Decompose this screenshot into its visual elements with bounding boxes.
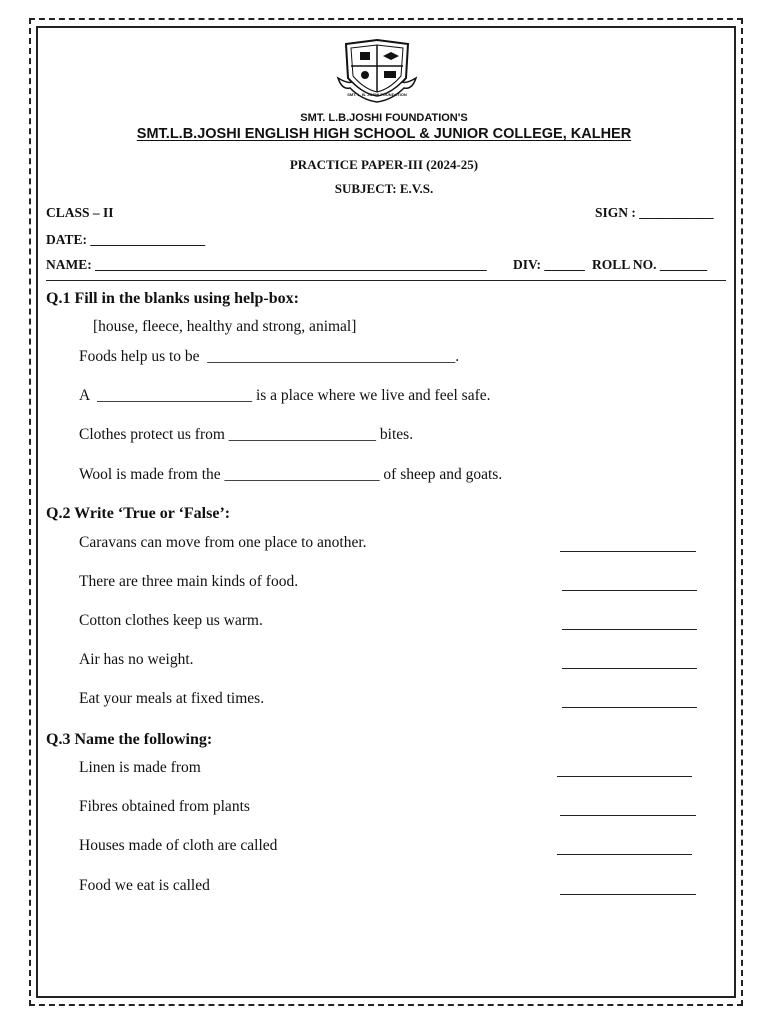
q3-item-3: Houses made of cloth are called bbox=[79, 837, 278, 854]
roll-no-field: ROLL NO. _______ bbox=[592, 257, 708, 272]
header-divider bbox=[46, 280, 726, 281]
q3-answer-blank-2[interactable] bbox=[560, 815, 696, 816]
q3-item-1: Linen is made from bbox=[79, 759, 201, 776]
q2-item-2: There are three main kinds of food. bbox=[79, 573, 299, 590]
div-field: DIV: ______ bbox=[513, 257, 585, 272]
svg-text:SMT. L. B. JOSHI FOUNDATION: SMT. L. B. JOSHI FOUNDATION bbox=[347, 92, 407, 97]
q1-item-1: Foods help us to be ________________________________. bbox=[79, 348, 460, 365]
q2-item-5: Eat your meals at fixed times. bbox=[79, 690, 265, 707]
sign-field: SIGN : ___________ bbox=[595, 205, 714, 220]
school-name: SMT.L.B.JOSHI ENGLISH HIGH SCHOOL & JUNIOR COLLEGE, KALHER bbox=[136, 126, 632, 142]
name-field: NAME: __________________________________________________________ bbox=[46, 257, 487, 272]
q2-answer-blank-3[interactable] bbox=[562, 629, 697, 630]
q2-title: Q.2 Write ‘True or ‘False’: bbox=[46, 505, 231, 522]
q2-answer-blank-4[interactable] bbox=[562, 668, 697, 669]
q1-item-3: Clothes protect us from ___________________ bites. bbox=[79, 426, 414, 443]
q2-answer-blank-2[interactable] bbox=[562, 590, 697, 591]
q1-title: Q.1 Fill in the blanks using help-box: bbox=[46, 290, 299, 307]
q2-item-1: Caravans can move from one place to another. bbox=[79, 534, 367, 551]
q3-title: Q.3 Name the following: bbox=[46, 731, 213, 748]
q2-item-4: Air has no weight. bbox=[79, 651, 194, 668]
q2-answer-blank-5[interactable] bbox=[562, 707, 697, 708]
q3-answer-blank-1[interactable] bbox=[557, 776, 692, 777]
class-label: CLASS – II bbox=[46, 205, 114, 220]
q3-item-2: Fibres obtained from plants bbox=[79, 798, 250, 815]
school-crest-logo bbox=[336, 38, 418, 104]
q1-item-4: Wool is made from the ____________________ of sheep and goats. bbox=[79, 466, 503, 483]
q3-answer-blank-4[interactable] bbox=[560, 894, 696, 895]
q1-item-2: A ____________________ is a place where we live and feel safe. bbox=[79, 387, 491, 404]
subject-title: SUBJECT: E.V.S. bbox=[334, 181, 434, 196]
q3-answer-blank-3[interactable] bbox=[557, 854, 692, 855]
q2-item-3: Cotton clothes keep us warm. bbox=[79, 612, 263, 629]
paper-title: PRACTICE PAPER-III (2024-25) bbox=[289, 157, 479, 172]
q1-helpbox: [house, fleece, healthy and strong, animal] bbox=[93, 318, 357, 335]
q3-item-4: Food we eat is called bbox=[79, 877, 210, 894]
foundation-name: SMT. L.B.JOSHI FOUNDATION'S bbox=[300, 112, 468, 124]
date-field: DATE: _________________ bbox=[46, 232, 206, 247]
q2-answer-blank-1[interactable] bbox=[560, 551, 696, 552]
